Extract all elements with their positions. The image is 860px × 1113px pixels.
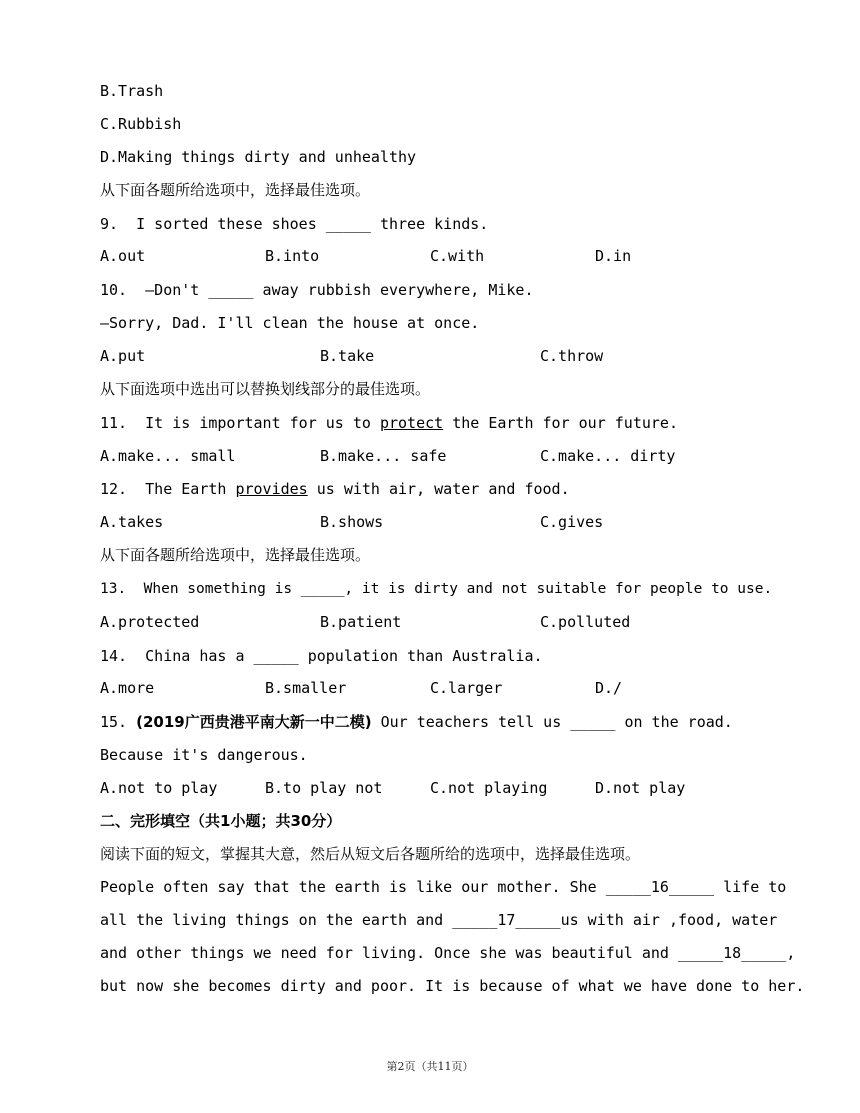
q12-option-a: A.takes <box>100 513 164 531</box>
question-10-line-2: —Sorry, Dad. I'll clean the house at once. <box>100 314 480 332</box>
question-9: 9. I sorted these shoes _____ three kinds. <box>100 215 489 233</box>
q15-option-d: D.not play <box>595 779 686 797</box>
q14-option-d: D./ <box>595 679 623 697</box>
q11-text-post: the Earth for our future. <box>443 414 678 432</box>
q9-option-a: A.out <box>100 247 146 265</box>
q14-option-c: C.larger <box>430 679 503 697</box>
q11-option-b: B.make... safe <box>320 447 447 465</box>
question-12 <box>100 479 570 499</box>
passage-line-4: but now she becomes dirty and poor. It is because of what we have done to her. <box>100 977 805 995</box>
q15-option-c: C.not playing <box>430 779 548 797</box>
q15-text: Our teachers tell us _____ on the road. <box>371 713 733 731</box>
option-d-making-things: D.Making things dirty and unhealthy <box>100 148 417 166</box>
section-heading-cloze: 二、完形填空（共1小题；共30分） <box>100 812 342 830</box>
instruction-1: 从下面各题所给选项中，选择最佳选项。 <box>100 181 371 199</box>
q12-underlined-word: provides <box>235 480 308 498</box>
q14-option-b: B.smaller <box>265 679 347 697</box>
q15-number: 15. <box>100 713 137 731</box>
instruction-3: 从下面各题所给选项中，选择最佳选项。 <box>100 546 371 564</box>
q10-option-b: B.take <box>320 347 375 365</box>
q10-option-c: C.throw <box>540 347 604 365</box>
q13-option-c: C.polluted <box>540 613 631 631</box>
option-b-trash: B.Trash <box>100 82 164 100</box>
passage-line-3: and other things we need for living. Once she was beautiful and _____18_____, <box>100 944 796 962</box>
q11-text-pre: 11. It is important for us to <box>100 414 380 432</box>
q12-text-pre: 12. The Earth <box>100 480 236 498</box>
question-14: 14. China has a _____ population than Australia. <box>100 647 543 665</box>
question-15 <box>100 712 733 732</box>
q13-option-b: B.patient <box>320 613 402 631</box>
page-footer: 第2页（共11页） <box>386 1060 474 1073</box>
q15-source: (2019广西贵港平南大新一中二模) <box>136 713 372 731</box>
question-15-line-2: Because it's dangerous. <box>100 746 308 764</box>
question-11 <box>100 413 678 433</box>
question-10-line-1: 10. —Don't _____ away rubbish everywhere, Mike. <box>100 281 534 299</box>
q12-text-post: us with air, water and food. <box>307 480 570 498</box>
q11-option-a: A.make... small <box>100 447 236 465</box>
q11-underlined-word: protect <box>379 414 444 432</box>
instruction-2: 从下面选项中选出可以替换划线部分的最佳选项。 <box>100 380 431 398</box>
instruction-4: 阅读下面的短文，掌握其大意，然后从短文后各题所给的选项中，选择最佳选项。 <box>100 845 641 863</box>
passage-line-2: all the living things on the earth and _____17_____us with air ,food, water <box>100 911 778 929</box>
q14-option-a: A.more <box>100 679 155 697</box>
q9-option-c: C.with <box>430 247 485 265</box>
option-c-rubbish: C.Rubbish <box>100 115 182 133</box>
q9-option-b: B.into <box>265 247 320 265</box>
passage-line-1: People often say that the earth is like our mother. She _____16_____ life to <box>100 878 787 896</box>
question-13: 13. When something is _____, it is dirty and not suitable for people to use. <box>100 581 773 597</box>
q10-option-a: A.put <box>100 347 146 365</box>
q11-option-c: C.make... dirty <box>540 447 676 465</box>
q13-option-a: A.protected <box>100 613 200 631</box>
q12-option-c: C.gives <box>540 513 604 531</box>
q12-option-b: B.shows <box>320 513 384 531</box>
q15-option-a: A.not to play <box>100 779 218 797</box>
q9-option-d: D.in <box>595 247 632 265</box>
q15-option-b: B.to play not <box>265 779 383 797</box>
